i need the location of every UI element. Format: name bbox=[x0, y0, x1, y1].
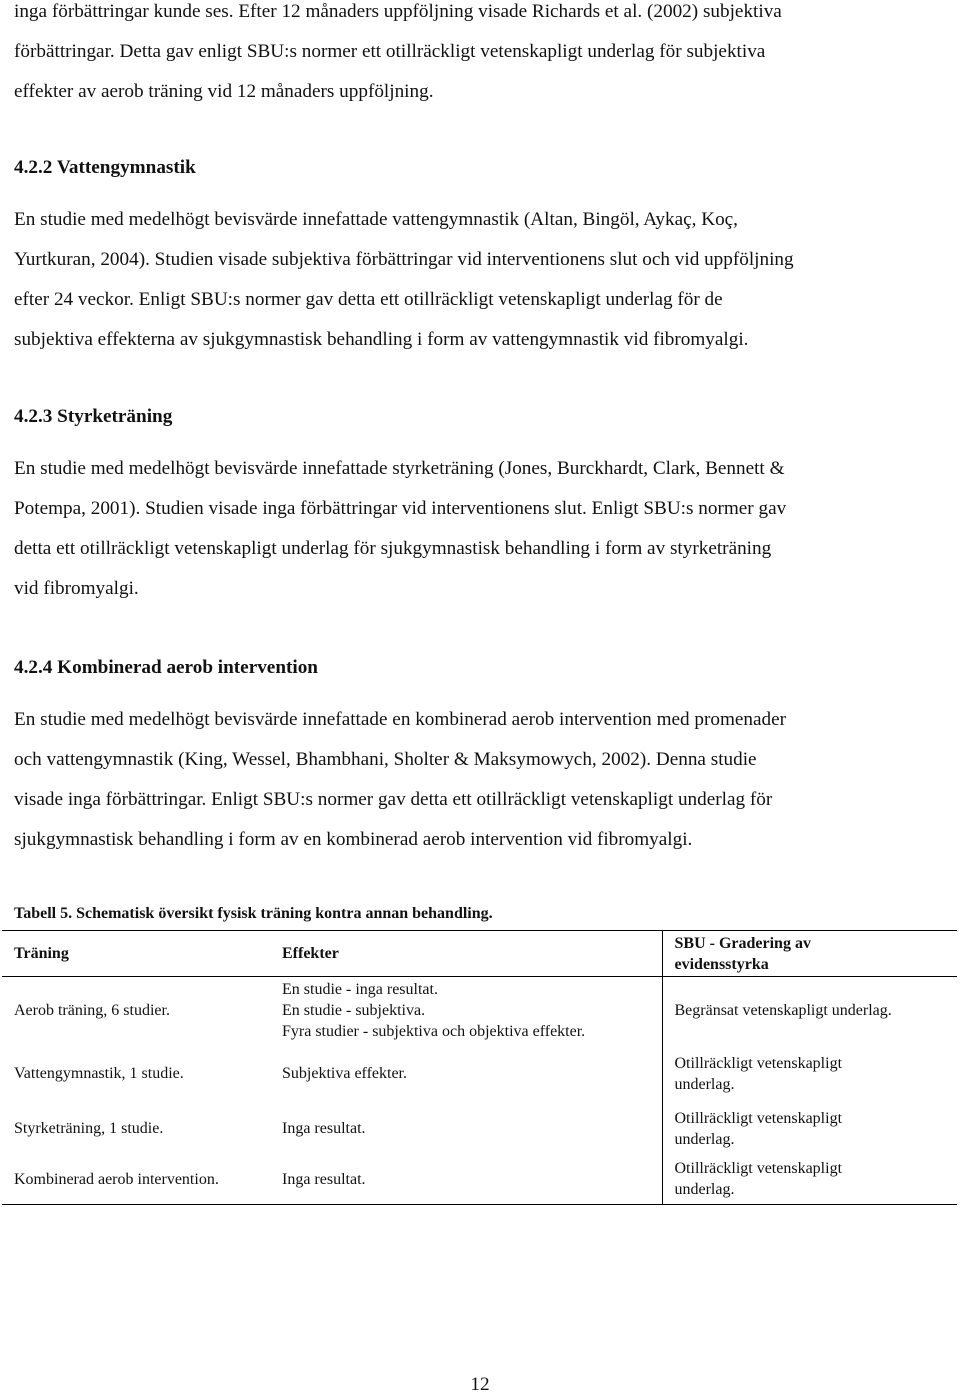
cell-effects bbox=[270, 1045, 662, 1103]
text-line: detta ett otillräckligt vetenskapligt underlag för sjukgymnastisk behandling i form av styrketräning bbox=[14, 538, 772, 559]
section-kombinerad bbox=[14, 648, 786, 860]
grade-line: Otillräckligt vetenskapligt bbox=[674, 1109, 843, 1127]
section-heading: 4.2.3 Styrketräning bbox=[14, 406, 173, 427]
grade-line: Begränsat vetenskapligt underlag. bbox=[674, 1002, 892, 1020]
header-effekter: Effekter bbox=[282, 945, 339, 962]
cell-grade bbox=[662, 1045, 957, 1103]
header-line: SBU - Gradering av bbox=[674, 934, 811, 952]
cell-training: Styrketräning, 1 studie. bbox=[14, 1120, 164, 1137]
header-traning: Träning bbox=[14, 945, 69, 962]
text-line: subjektiva effekterna av sjukgymnastisk behandling i form av vattengymnastik vid fibromyalgi. bbox=[14, 329, 749, 350]
cell-effects bbox=[270, 977, 662, 1045]
effect-line: En studie - inga resultat. bbox=[282, 981, 438, 999]
page-number: 12 bbox=[470, 1374, 490, 1395]
cell-grade bbox=[662, 977, 957, 1045]
text-line: förbättringar. Detta gav enligt SBU:s normer ett otillräckligt vetenskapligt underlag för subjektiva bbox=[14, 41, 766, 62]
text-line: En studie med medelhögt bevisvärde innefattade styrketräning (Jones, Burckhardt, Clark, Bennett & bbox=[14, 458, 785, 479]
effect-line: Inga resultat. bbox=[282, 1170, 366, 1188]
effect-line: Fyra studier - subjektiva och objektiva effekter. bbox=[282, 1023, 586, 1041]
text-line: Potempa, 2001). Studien visade inga förbättringar vid interventionens slut. Enligt SBU:s normer gav bbox=[14, 498, 787, 519]
text-line: Yurtkuran, 2004). Studien visade subjektiva förbättringar vid interventionens slut och vid uppföljning bbox=[14, 249, 794, 270]
section-vattengymnastik bbox=[14, 148, 794, 360]
cell-training: Aerob träning, 6 studier. bbox=[14, 1002, 170, 1020]
grade-line: Otillräckligt vetenskapligt bbox=[674, 1054, 843, 1072]
text-line: En studie med medelhögt bevisvärde innefattade vattengymnastik (Altan, Bingöl, Aykaç, Koç, bbox=[14, 209, 738, 230]
section-styrketraning bbox=[14, 397, 786, 609]
cell-grade bbox=[662, 1103, 957, 1155]
intro-paragraph bbox=[14, 0, 782, 112]
text-line: En studie med medelhögt bevisvärde innefattade en kombinerad aerob intervention med promenader bbox=[14, 709, 787, 730]
header-line: evidensstyrka bbox=[674, 955, 769, 973]
table-row bbox=[2, 1103, 957, 1155]
effect-line: En studie - subjektiva. bbox=[282, 1002, 426, 1020]
grade-line: underlag. bbox=[674, 1181, 735, 1199]
table-caption: Tabell 5. Schematisk översikt fysisk träning kontra annan behandling. bbox=[14, 905, 493, 922]
table-row bbox=[2, 977, 957, 1045]
cell-training: Vattengymnastik, 1 studie. bbox=[14, 1065, 184, 1082]
cell-training: Kombinerad aerob intervention. bbox=[14, 1170, 219, 1188]
effect-line: Inga resultat. bbox=[282, 1120, 366, 1137]
header-sbu-gradering bbox=[662, 931, 957, 977]
text-line: visade inga förbättringar. Enligt SBU:s normer gav detta ett otillräckligt vetenskapligt underlag för bbox=[14, 789, 773, 810]
table-row bbox=[2, 1155, 957, 1205]
cell-effects bbox=[270, 1155, 662, 1205]
text-line: efter 24 veckor. Enligt SBU:s normer gav detta ett otillräckligt vetenskapligt underlag för de bbox=[14, 289, 723, 310]
text-line: vid fibromyalgi. bbox=[14, 578, 139, 599]
effect-line: Subjektiva effekter. bbox=[282, 1065, 407, 1082]
section-heading: 4.2.4 Kombinerad aerob intervention bbox=[14, 657, 318, 678]
summary-table bbox=[2, 930, 957, 1205]
grade-line: underlag. bbox=[674, 1075, 735, 1093]
text-line: och vattengymnastik (King, Wessel, Bhambhani, Sholter & Maksymowych, 2002). Denna studie bbox=[14, 749, 757, 770]
grade-line: Otillräckligt vetenskapligt bbox=[674, 1160, 843, 1178]
cell-effects bbox=[270, 1103, 662, 1155]
section-heading: 4.2.2 Vattengymnastik bbox=[14, 157, 196, 178]
cell-grade bbox=[662, 1155, 957, 1205]
text-line: sjukgymnastisk behandling i form av en kombinerad aerob intervention vid fibromyalgi. bbox=[14, 829, 693, 850]
text-line: effekter av aerob träning vid 12 månaders uppföljning. bbox=[14, 81, 434, 102]
table-header-row bbox=[2, 931, 957, 977]
grade-line: underlag. bbox=[674, 1130, 735, 1148]
table-row bbox=[2, 1045, 957, 1103]
text-line: inga förbättringar kunde ses. Efter 12 månaders uppföljning visade Richards et al. (2002) subjektiva bbox=[14, 1, 782, 22]
